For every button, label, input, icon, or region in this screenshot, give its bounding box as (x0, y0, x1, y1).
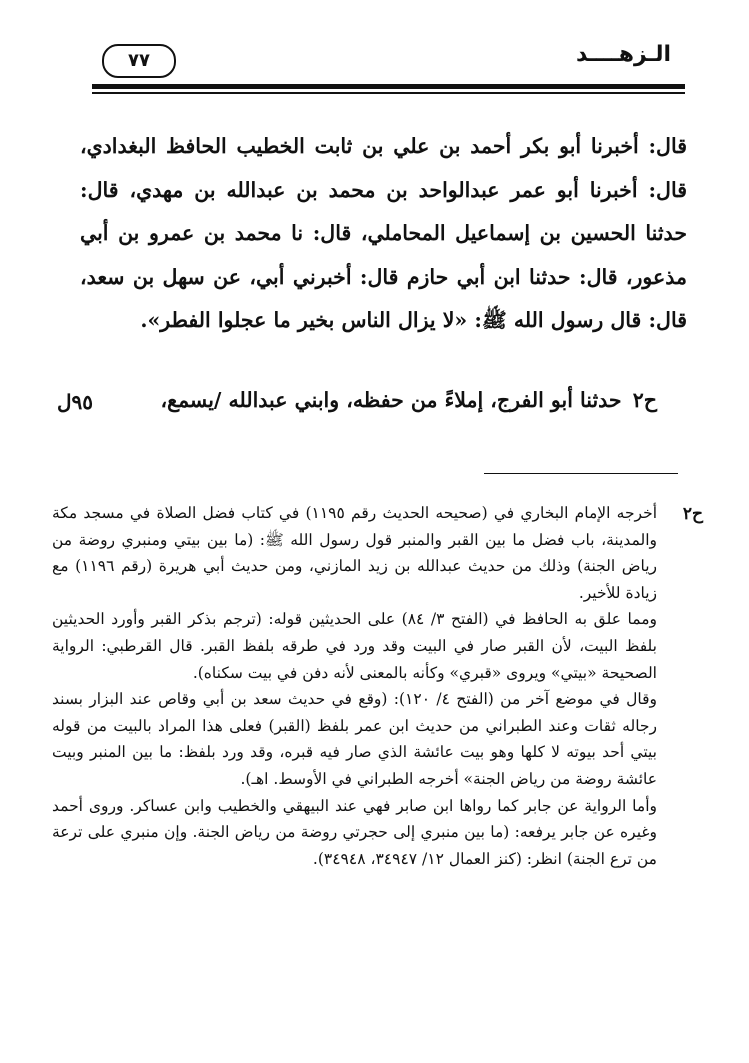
hadith-line (52, 388, 657, 412)
footnote-paragraph: أخرجه الإمام البخاري في (صحيحه الحديث رقم ١١٩٥) في كتاب فضل الصلاة في مسجد مكة والمدينة، باب فضل ما بين القبر والمنبر قول رسول الله ﷺ: (ما بين بيتي ومنبري روضة من رياض الجنة) وذلك من حديث عبدالله بن زيد المازني، ومن حديث أبي هريرة (رقم ١١٩٦) مع زيادة للأخير. (52, 504, 657, 602)
footnote-paragraph: ومما علق به الحافظ في (الفتح ٣/ ٨٤) على الحديثين قوله: (ترجم بذكر القبر وأورد الحديثين بلفظ البيت، لأن القبر صار في البيت وقد ورد في طرقه بلفظ القبر. قال القرطبي: الرواية الصحيحة «بيتي» ويروى «قبري» وكأنه بالمعنى لأنه دفن في بيت سكناه). (52, 610, 657, 682)
header-rule-thick (92, 84, 685, 89)
header-rule-thin (92, 92, 685, 94)
footnote-paragraph: وقال في موضع آخر من (الفتح ٤/ ١٢٠): (وقع في حديث سعد بن أبي وقاص عند البزار بسند رجاله ثقات وعند الطبراني من حديث ابن عمر بلفظ (القبر) فعلى هذا المراد بالبيت من قوله بيتي أحد بيوته لا كلها وهو بيت عائشة الذي صار فيه قبره، وقد ورد بلفظ: ما بين المنبر وبيت عائشة روضة من رياض الجنة» أخرجه الطبراني في الأوسط. اهـ). (52, 690, 657, 788)
main-paragraph: قال: أخبرنا أبو بكر أحمد بن علي بن ثابت الخطيب الحافظ البغدادي، قال: أخبرنا أبو عمر عبدالواحد بن محمد بن عبدالله بن مهدي، قال: حدثنا الحسين بن إسماعيل المحاملي، قال: نا محمد بن عمرو بن أبي مذعور، قال: حدثنا ابن أبي حازم قال: أخبرني أبي، عن سهل بن سعد، قال: قال رسول الله ﷺ: «لا يزال الناس بخير ما عجلوا الفطر». (80, 134, 687, 332)
hadith-marker: ح٢ (632, 388, 657, 412)
page-number-badge: ٧٧ (102, 44, 176, 78)
footnote-marker: ح٢ (682, 504, 703, 524)
hadith-line-text: حدثنا أبو الفرج، إملاءً من حفظه، وابني عبدالله /يسمع، (160, 388, 622, 412)
main-text-block (80, 125, 687, 343)
footnote-separator (484, 473, 678, 474)
chapter-title: الـزهــــد (575, 42, 671, 67)
manuscript-reference: ٩٥ل (57, 390, 94, 414)
footnote-paragraph: وأما الرواية عن جابر كما رواها ابن صابر فهي عند البيهقي والخطيب وابن عساكر. وروى أحمد وغيره عن جابر يرفعه: (ما بين منبري إلى حجرتي روضة من رياض الجنة. وإن منبري على ترعة من ترع الجنة) انظر: (كنز العمال ١٢/ ٣٤٩٤٧، ٣٤٩٤٨). (52, 796, 657, 868)
footnotes-block (52, 500, 657, 872)
